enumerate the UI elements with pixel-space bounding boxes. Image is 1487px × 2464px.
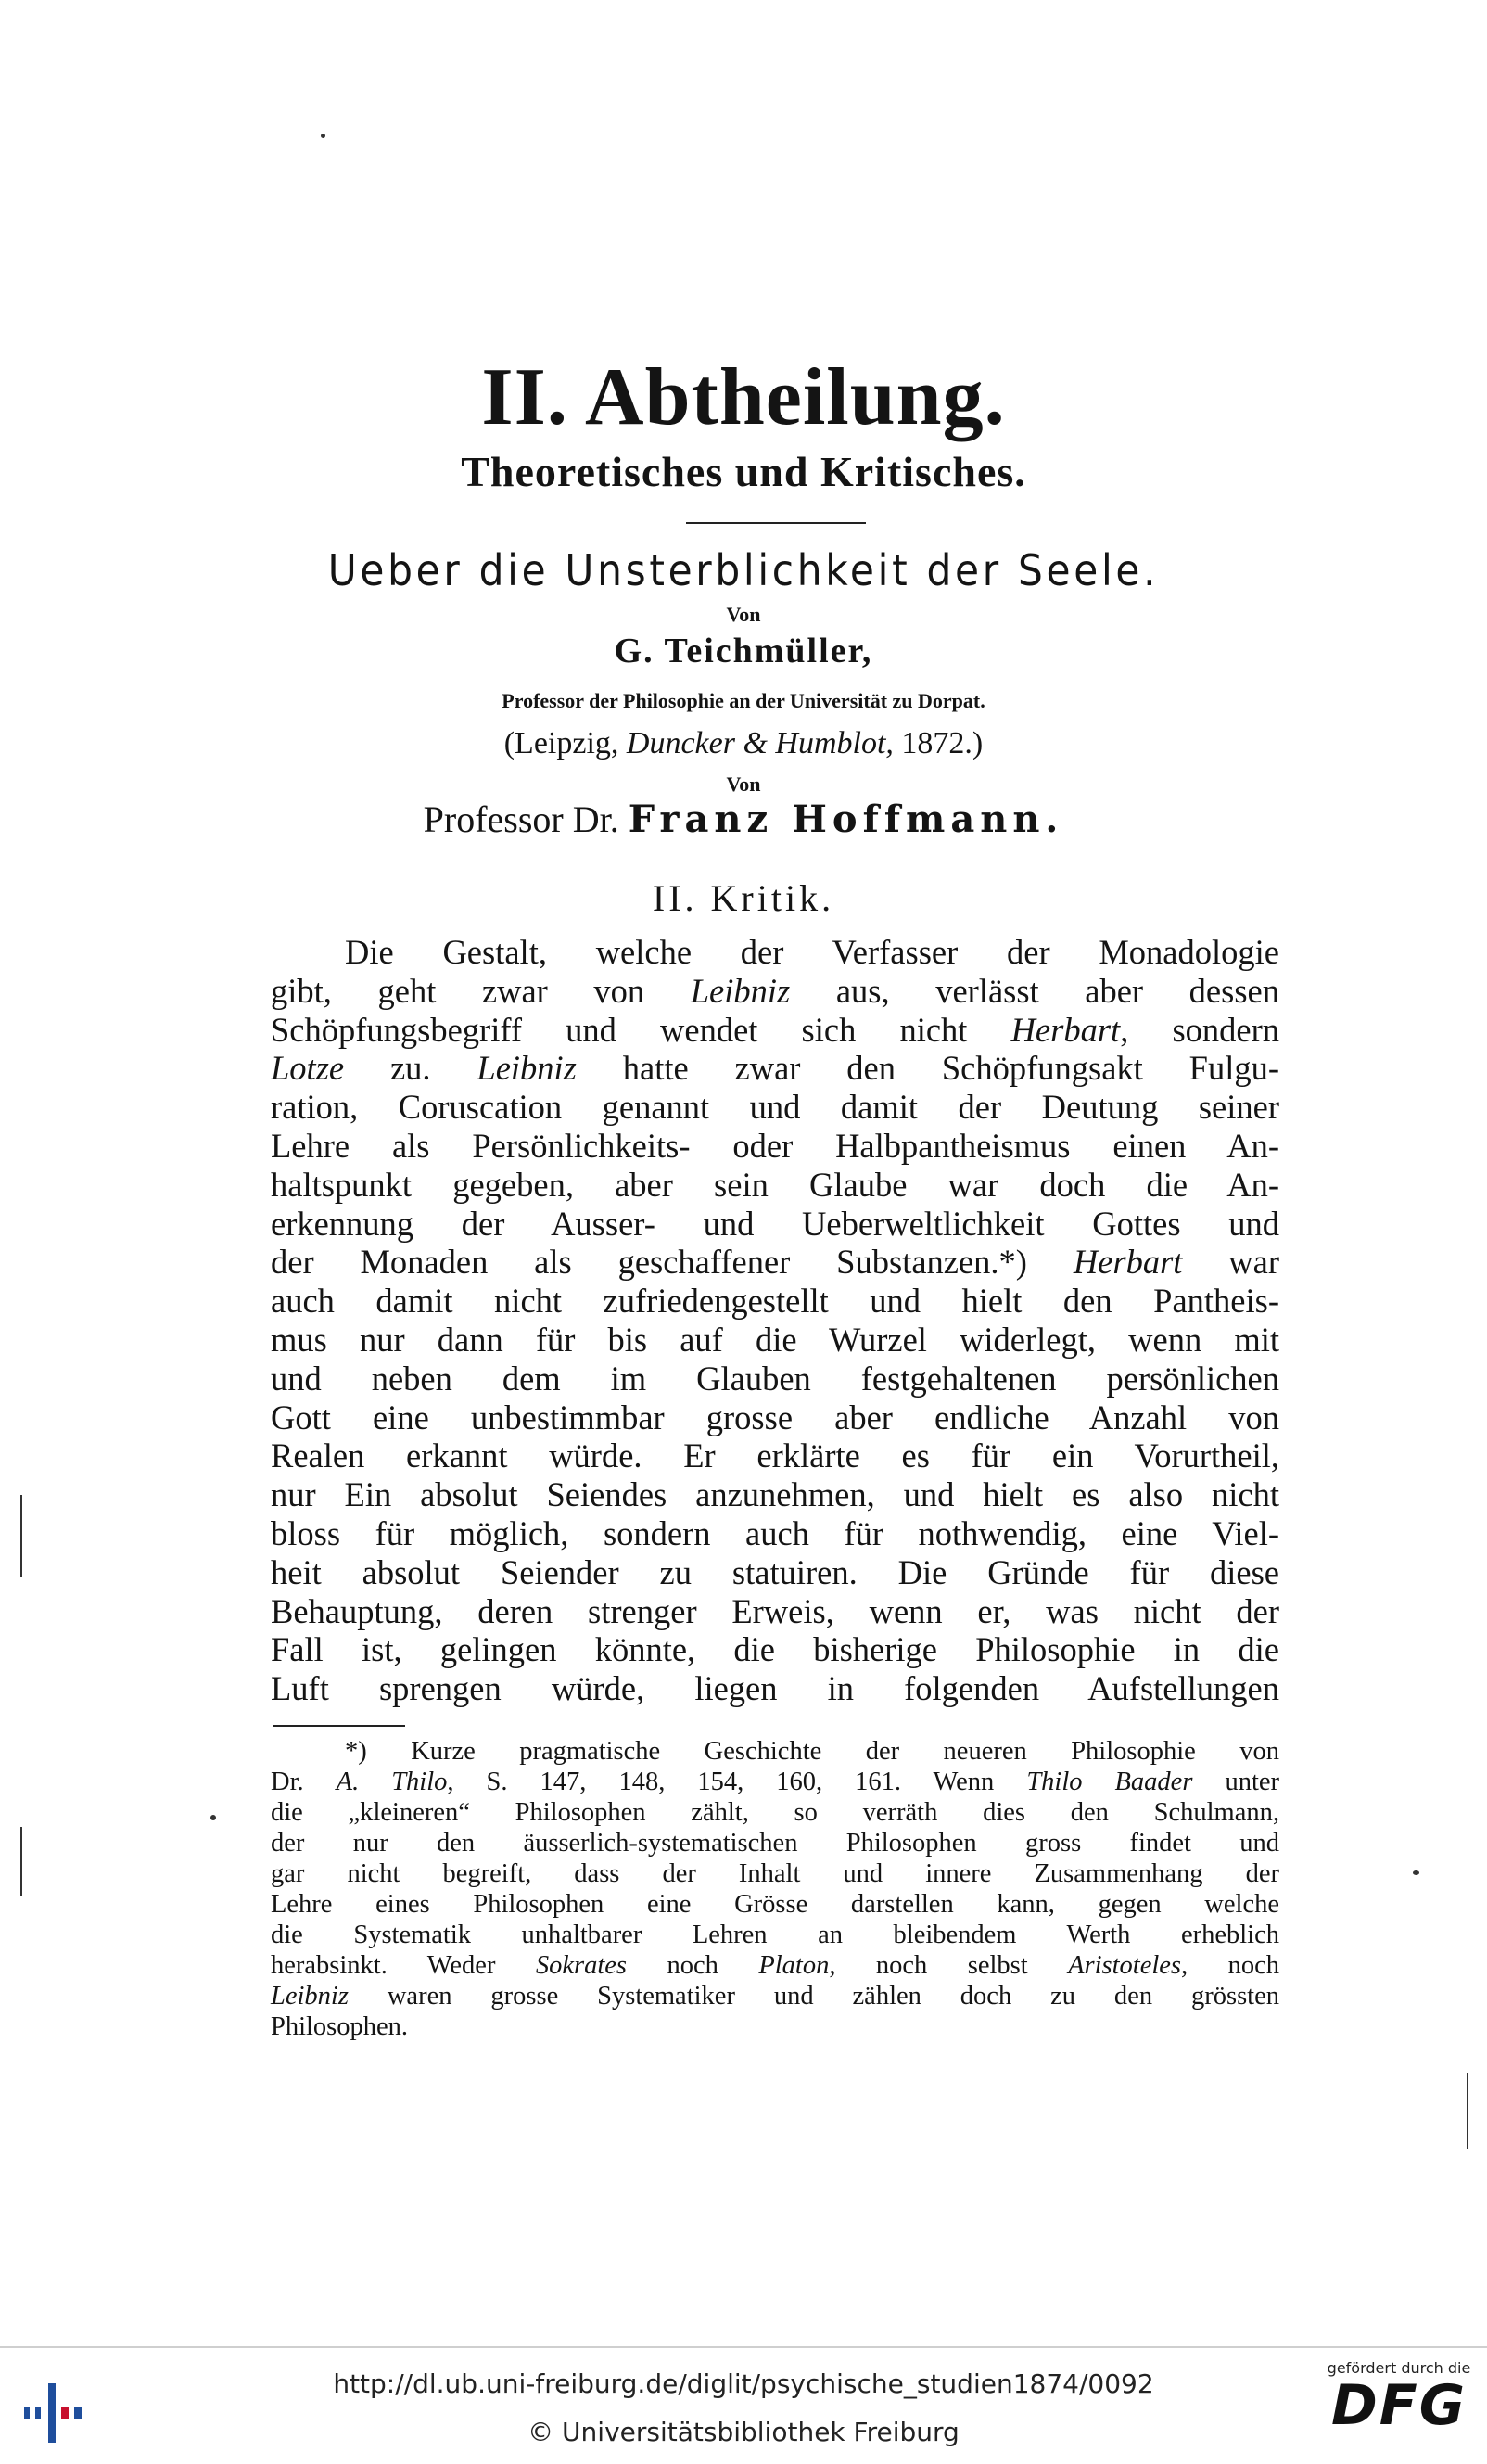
body-line: heit absolut Seiender zu statuiren. Die Gründe für diese — [271, 1552, 1279, 1591]
body-line: ration, Coruscation genannt und damit der Deutung seiner — [271, 1088, 1279, 1127]
author-affiliation: Professor der Philosophie an der Universität zu Dorpat. — [502, 689, 985, 712]
body-line: Gott eine unbestimmbar grosse aber endliche Anzahl von — [271, 1398, 1279, 1436]
body-line: Luft sprengen würde, liegen in folgenden Aufstellungen — [271, 1669, 1279, 1708]
page-speck — [1413, 1870, 1419, 1875]
page-speck — [321, 134, 325, 138]
body-line: Lehre als Persönlichkeits- oder Halbpantheismus einen An- — [271, 1126, 1279, 1165]
body-line: mus nur dann für bis auf die Wurzel widerlegt, wenn mit — [271, 1320, 1279, 1359]
body-line: auch damit nicht zufriedengestellt und hielt den Pantheis- — [271, 1282, 1279, 1321]
body-line: Realen erkannt würde. Er erklärte es für ein Vorurtheil, — [271, 1436, 1279, 1475]
part-subheading: Theoretisches und Kritisches. — [461, 448, 1026, 495]
footnote — [271, 1736, 1279, 2042]
section-heading: II. Kritik. — [652, 877, 835, 919]
body-line: haltspunkt gegeben, aber sein Glaube war doch die An- — [271, 1165, 1279, 1204]
copyright-notice: © Universitätsbibliothek Freiburg — [527, 2417, 960, 2447]
reviewer-von: Von — [726, 772, 761, 796]
reviewer-prefix: Professor Dr. — [423, 798, 629, 840]
body-line: nur Ein absolut Seiendes anzunehmen, und hielt es also nicht — [271, 1475, 1279, 1514]
footer-bar — [0, 2346, 1487, 2464]
body-line: Schöpfungsbegriff und wendet sich nicht Herbart, sondern — [271, 1010, 1279, 1049]
reviewer-line — [0, 798, 1487, 841]
heading-divider — [686, 522, 866, 524]
footnote-line: Dr. A. Thilo, S. 147, 148, 154, 160, 161. Wenn Thilo Baader unter — [271, 1768, 1280, 1796]
body-line: erkennung der Ausser- und Ueberweltlichkeit Gottes und — [271, 1204, 1279, 1243]
body-line: gibt, geht zwar von Leibniz aus, verlässt aber dessen — [271, 971, 1279, 1010]
footnote-line: die Systematik unhaltbarer Lehren an bleibendem Werth erheblich — [271, 1921, 1279, 1949]
byline-von: Von — [726, 603, 761, 626]
body-line: bloss für möglich, sondern auch für nothwendig, eine Viel- — [271, 1513, 1279, 1552]
body-text — [271, 933, 1279, 1708]
margin-mark — [20, 1827, 22, 1896]
publication-close: 1872.) — [893, 726, 984, 760]
body-line: der Monaden als geschaffener Substanzen.*) Herbart war — [271, 1243, 1280, 1282]
footnote-line: Lehre eines Philosophen eine Grösse darstellen kann, gegen welche — [271, 1890, 1279, 1919]
dfg-funding-caption: gefördert durch die — [1327, 2359, 1471, 2377]
footnote-line: herabsinkt. Weder Sokrates noch Platon, noch selbst Aristoteles, noch — [271, 1951, 1279, 1980]
publication-open: (Leipzig, — [503, 726, 627, 760]
document-url[interactable]: http://dl.ub.uni-freiburg.de/diglit/psychische_studien1874/0092 — [333, 2368, 1154, 2399]
footnote-line: die „kleineren“ Philosophen zählt, so verräth dies den Schulmann, — [271, 1798, 1279, 1827]
book-author: G. Teichmüller, — [614, 632, 873, 670]
margin-mark — [20, 1495, 22, 1577]
body-line: Behauptung, deren strenger Erweis, wenn er, was nicht der — [271, 1591, 1279, 1630]
publication-info — [0, 726, 1487, 761]
body-line: Die Gestalt, welche der Verfasser der Monadologie — [345, 933, 1279, 971]
body-line: Fall ist, gelingen könnte, die bisherige Philosophie in die — [271, 1630, 1279, 1669]
footnote-line: *) Kurze pragmatische Geschichte der neueren Philosophie von — [345, 1737, 1279, 1766]
publisher: Duncker & Humblot, — [626, 726, 894, 760]
footnote-line: gar nicht begreift, dass der Inhalt und innere Zusammenhang der — [271, 1859, 1279, 1888]
margin-mark — [1467, 2073, 1468, 2149]
part-heading: II. Abtheilung. — [481, 352, 1006, 442]
footnote-line: Philosophen. — [271, 2012, 409, 2041]
footnote-line: der nur den äusserlich-systematischen Philosophen gross findet und — [271, 1829, 1279, 1858]
dfg-logo-text: DFG — [1330, 2373, 1468, 2438]
footnote-divider — [273, 1725, 405, 1727]
reviewer-name: Franz Hoffmann. — [628, 798, 1064, 841]
article-title: Ueber die Unsterblichkeit der Seele. — [327, 545, 1160, 595]
footnote-line: Leibniz waren grosse Systematiker und zählen doch zu den grössten — [271, 1982, 1279, 2011]
page-speck — [210, 1815, 216, 1820]
dfg-funding-logo — [1320, 2359, 1478, 2438]
body-line: und neben dem im Glauben festgehaltenen persönlichen — [271, 1359, 1279, 1398]
body-line: Lotze zu. Leibniz hatte zwar den Schöpfungsakt Fulgu- — [271, 1049, 1279, 1088]
